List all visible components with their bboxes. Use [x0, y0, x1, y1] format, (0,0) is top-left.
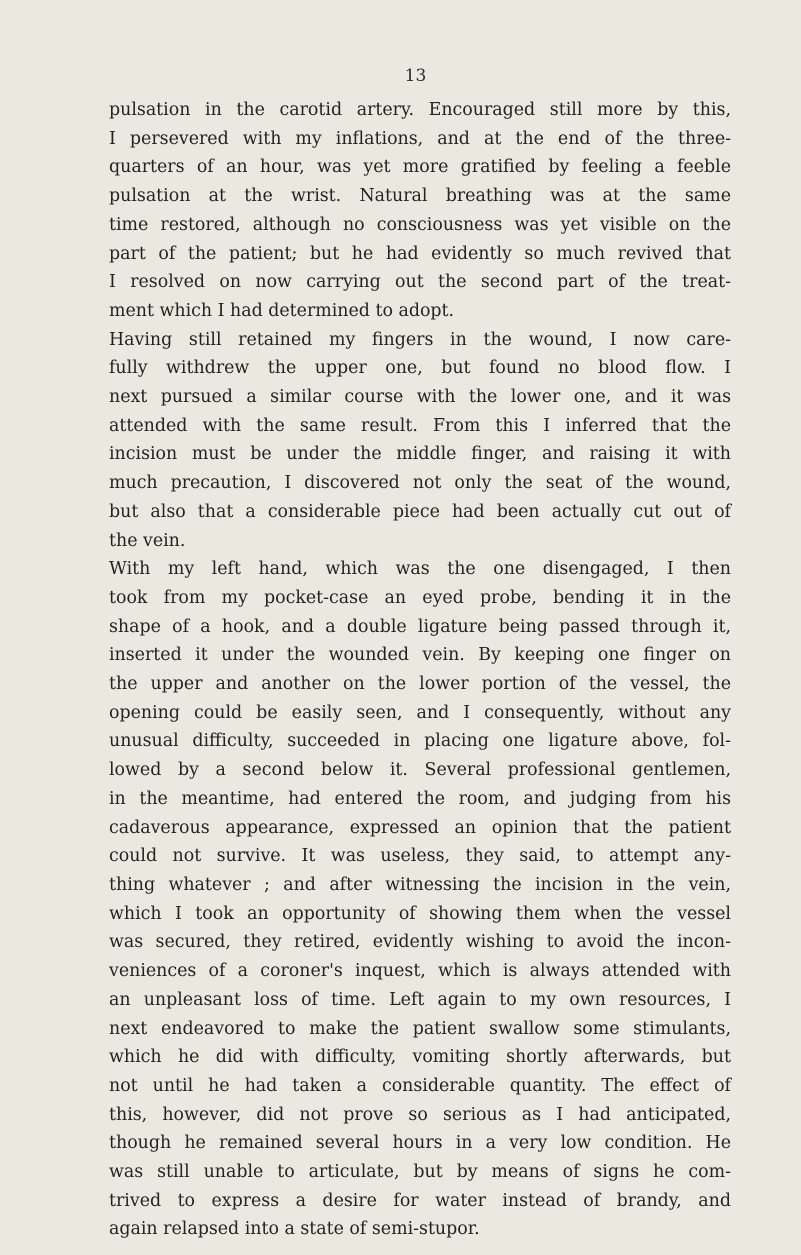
text-line: which I took an opportunity of showing them when the vessel [109, 903, 731, 924]
text-line: was secured, they retired, evidently wishing to avoid the incon- [109, 932, 731, 953]
text-line: opening could be easily seen, and I consequently, without any [109, 702, 731, 723]
text-line: next pursued a similar course with the lower one, and it was [109, 387, 731, 408]
text-line: lowed by a second below it. Several professional gentlemen, [109, 760, 731, 781]
text-line: time restored, although no consciousness was yet visible on the [109, 214, 731, 235]
text-line: much precaution, I discovered not only the seat of the wound, [109, 473, 731, 494]
text-line: could not survive. It was useless, they said, to attempt any- [109, 846, 731, 867]
text-line: the upper and another on the lower portion of the vessel, the [109, 674, 731, 695]
text-line: though he remained several hours in a very low condition. He [109, 1133, 731, 1154]
text-line: ment which I had determined to adopt. [109, 300, 455, 321]
body-text [109, 96, 731, 1244]
text-line: With my left hand, which was the one disengaged, I then [109, 559, 731, 580]
text-line: I persevered with my inflations, and at the end of the three- [109, 128, 731, 149]
text-line: not until he had taken a considerable quantity. The effect of [109, 1075, 731, 1096]
text-line: I resolved on now carrying out the second part of the treat- [109, 272, 731, 293]
text-line: cadaverous appearance, expressed an opinion that the patient [109, 817, 731, 838]
text-line: but also that a considerable piece had been actually cut out of [109, 501, 731, 522]
text-line: trived to express a desire for water instead of brandy, and [109, 1190, 731, 1211]
text-line: incision must be under the middle finger, and raising it with [109, 444, 731, 465]
text-line: pulsation in the carotid artery. Encouraged still more by this, [109, 100, 731, 120]
text-line: took from my pocket-case an eyed probe, bending it in the [109, 587, 731, 608]
text-line: Having still retained my fingers in the wound, I now care- [109, 329, 731, 350]
text-line: was still unable to articulate, but by means of signs he com- [109, 1162, 731, 1183]
text-line: again relapsed into a state of semi-stupor. [109, 1219, 480, 1240]
text-line: inserted it under the wounded vein. By keeping one finger on [109, 645, 731, 666]
page-number: 13 [404, 66, 427, 86]
text-line: which he did with difficulty, vomiting shortly afterwards, but [109, 1047, 731, 1068]
text-line: unusual difficulty, succeeded in placing one ligature above, fol- [109, 731, 731, 752]
text-line: shape of a hook, and a double ligature being passed through it, [109, 616, 731, 637]
paragraph [109, 96, 731, 326]
text-line: next endeavored to make the patient swallow some stimulants, [109, 1018, 731, 1039]
text-line: thing whatever ; and after witnessing the incision in the vein, [109, 874, 731, 895]
text-line: this, however, did not prove so serious as I had anticipated, [109, 1104, 731, 1125]
text-line: pulsation at the wrist. Natural breathing was at the same [109, 186, 731, 207]
text-line: in the meantime, had entered the room, and judging from his [109, 788, 731, 809]
paragraph [109, 555, 731, 1244]
text-line: quarters of an hour, was yet more gratified by feeling a feeble [109, 157, 731, 178]
text-line: part of the patient; but he had evidently so much revived that [109, 243, 731, 264]
paragraph [109, 326, 731, 556]
text-line: an unpleasant loss of time. Left again to my own resources, I [109, 989, 731, 1010]
text-line: fully withdrew the upper one, but found no blood flow. I [109, 358, 731, 379]
text-line: the vein. [109, 530, 186, 551]
text-line: attended with the same result. From this I inferred that the [109, 415, 731, 436]
text-line: veniences of a coroner's inquest, which is always attended with [109, 961, 731, 982]
